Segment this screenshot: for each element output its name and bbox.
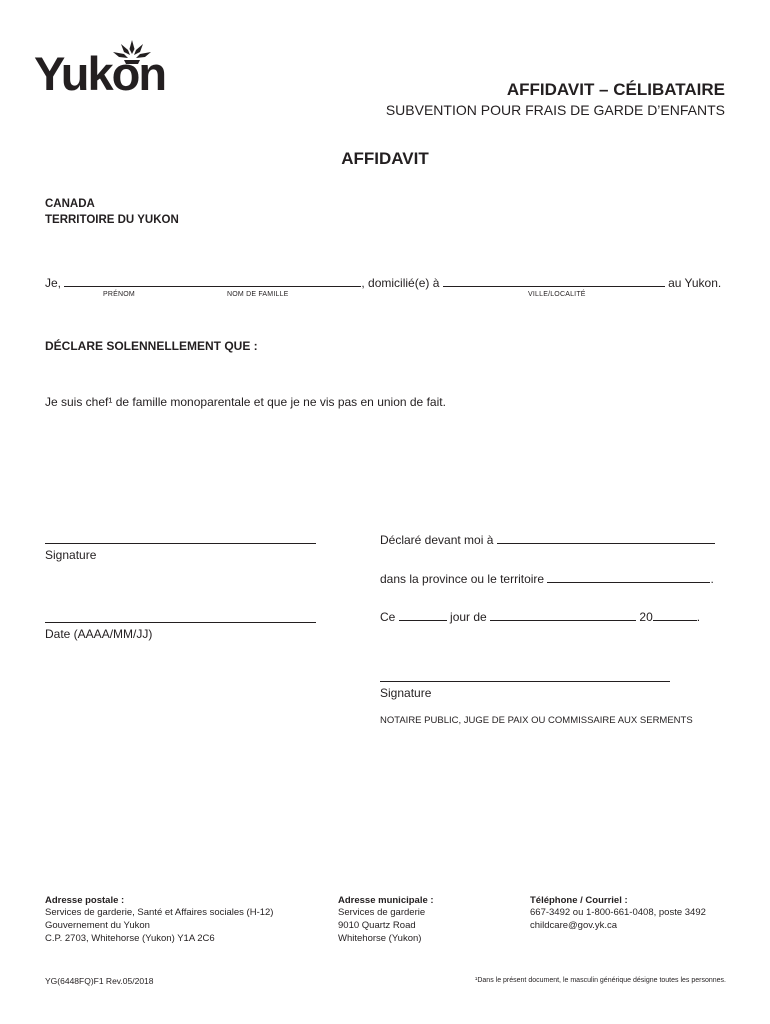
form-subtitle: SUBVENTION POUR FRAIS DE GARDE D’ENFANTS	[385, 102, 725, 118]
ce-text: Ce	[380, 610, 396, 624]
declared-before-text: Déclaré devant moi à	[380, 533, 494, 547]
declarant-middle: , domicilié(e) à	[361, 276, 440, 290]
declarant-prefix: Je,	[45, 276, 62, 290]
declarant-signature-field[interactable]	[45, 543, 316, 544]
declarant-name-field[interactable]	[64, 276, 361, 287]
month-field[interactable]	[490, 610, 636, 621]
affidavit-heading: AFFIDAVIT	[341, 149, 429, 168]
municipal-line-2: 9010 Quartz Road	[338, 920, 416, 931]
postal-heading: Adresse postale :	[45, 895, 125, 906]
last-name-label: NOM DE FAMILLE	[227, 291, 289, 298]
territory-label: TERRITOIRE DU YUKON	[45, 214, 179, 226]
date-field[interactable]	[45, 622, 316, 623]
province-period: .	[710, 572, 714, 586]
year-prefix: 20	[639, 610, 653, 624]
municipal-heading: Adresse municipale :	[338, 895, 434, 906]
contact-email[interactable]: childcare@gov.yk.ca	[530, 920, 618, 931]
contact-info	[530, 895, 706, 932]
statement-text: Je suis chef¹ de famille monoparentale et que je ne vis pas en union de fait.	[45, 395, 446, 409]
city-label: VILLE/LOCALITÉ	[528, 291, 586, 298]
municipal-line-3: Whitehorse (Yukon)	[338, 933, 422, 944]
year-field[interactable]	[653, 610, 697, 621]
day-field[interactable]	[399, 610, 447, 621]
declarant-city-field[interactable]	[443, 276, 665, 287]
yukon-logo	[34, 40, 174, 102]
footnote: ¹Dans le présent document, le masculin générique désigne toutes les personnes.	[475, 977, 726, 984]
date-label: Date (AAAA/MM/JJ)	[45, 627, 153, 641]
form-code: YG(6448FQ)F1 Rev.05/2018	[45, 976, 154, 986]
municipal-line-1: Services de garderie	[338, 907, 426, 918]
official-signature-field[interactable]	[380, 681, 670, 682]
declared-place-field[interactable]	[497, 533, 715, 544]
yukon-wordmark: Yukon	[34, 47, 166, 100]
country-label: CANADA	[45, 198, 95, 210]
postal-line-2: Gouvernement du Yukon	[45, 920, 150, 931]
form-title: AFFIDAVIT – CÉLIBATAIRE	[506, 80, 725, 99]
jour-de-text: jour de	[450, 610, 487, 624]
province-line	[380, 572, 714, 586]
declarant-line	[45, 276, 721, 290]
contact-phone: 667-3492 ou 1-800-661-0408, poste 3492	[530, 907, 706, 918]
province-field[interactable]	[547, 572, 710, 583]
year-period: .	[696, 610, 701, 624]
postal-address	[45, 895, 273, 945]
municipal-address	[338, 895, 434, 945]
postal-line-3: C.P. 2703, Whitehorse (Yukon) Y1A 2C6	[45, 933, 215, 944]
declared-before-line	[380, 533, 715, 547]
postal-line-1: Services de garderie, Santé et Affaires sociales (H-12)	[45, 907, 274, 918]
official-signature-label: Signature	[380, 686, 432, 700]
declaration-heading: DÉCLARE SOLENNELLEMENT QUE :	[45, 339, 258, 353]
first-name-label: PRÉNOM	[103, 291, 135, 298]
date-sworn-line	[380, 610, 700, 624]
official-title-label: NOTAIRE PUBLIC, JUGE DE PAIX OU COMMISSAIRE AUX SERMENTS	[380, 715, 693, 726]
declarant-suffix: au Yukon.	[668, 276, 722, 290]
declarant-signature-label: Signature	[45, 548, 97, 562]
province-text: dans la province ou le territoire	[380, 572, 545, 586]
contact-heading: Téléphone / Courriel :	[530, 895, 628, 906]
